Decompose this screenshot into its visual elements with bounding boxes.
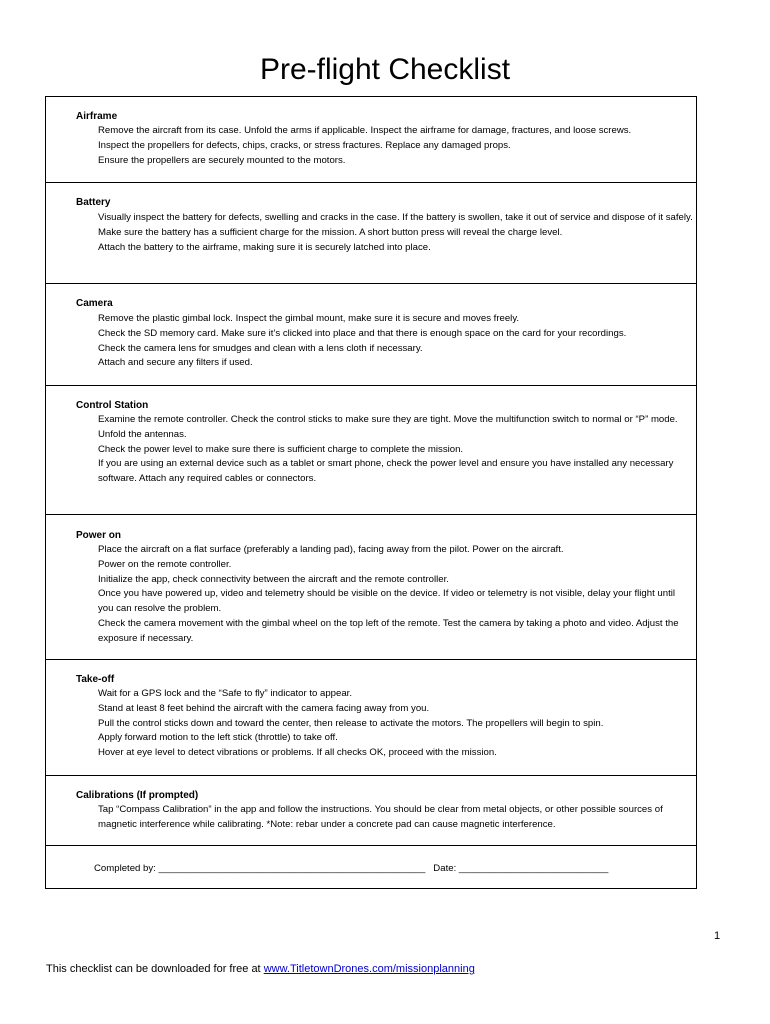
list-item: Power on the remote controller. <box>98 558 232 570</box>
list-item: Wait for a GPS lock and the “Safe to fly” indicator to appear. <box>98 688 353 699</box>
footer-text: This checklist can be downloaded for free at <box>46 963 264 975</box>
section-title: Camera <box>76 298 113 309</box>
list-item: Remove the aircraft from its case. Unfold the arms if applicable. Inspect the airframe for damage, fractures, and loose screws. <box>98 125 632 136</box>
completion-box <box>45 845 697 889</box>
list-item: Pull the control sticks down and toward the center, then release to activate the motors. The propellers will begin to spin. <box>98 717 604 729</box>
section-title: Battery <box>76 197 111 208</box>
list-item: Visually inspect the battery for defects, swelling and cracks in the case. If the battery is swollen, take it out of service and dispose of it safely. <box>98 212 693 223</box>
page-title: Pre-flight Checklist <box>259 53 511 86</box>
section-title: Take-off <box>76 674 115 685</box>
list-item: Stand at least 8 feet behind the aircraft with the camera facing away from you. <box>98 702 430 714</box>
list-item: Unfold the antennas. <box>98 428 187 440</box>
section-items <box>98 803 693 833</box>
list-item: If you are using an external device such as a tablet or smart phone, check the power level and ensure you have installed any necessary software. Attach any required cables or connectors. <box>98 458 674 485</box>
section-title: Calibrations (If prompted) <box>76 790 199 801</box>
list-item: Check the SD memory card. Make sure it’s clicked into place and that there is enough space on the card for your recordings. <box>98 327 627 339</box>
list-item: Check the power level to make sure there is sufficient charge to complete the mission. <box>98 443 464 455</box>
section-calibrations <box>45 775 697 846</box>
list-item: Ensure the propellers are securely mounted to the motors. <box>98 154 346 166</box>
list-item: Tap “Compass Calibration” in the app and follow the instructions. You should be clear from metal objects, or other possible sources of magnetic interference while calibrating. *Note: rebar under a concrete pad can cause magnetic interference. <box>98 804 663 830</box>
section-title: Power on <box>76 530 122 541</box>
section-camera <box>45 283 697 386</box>
section-items <box>98 124 693 168</box>
page-number: 1 <box>714 930 721 942</box>
section-items <box>98 211 693 255</box>
list-item: Check the camera movement with the gimbal wheel on the top left of the remote. Test the camera by taking a photo and video. Adjust the exposure if necessary. <box>98 617 679 644</box>
list-item: Place the aircraft on a flat surface (preferably a landing pad), facing away from the pilot. Power on the aircraft. <box>98 544 564 555</box>
section-items <box>98 687 693 761</box>
section-title: Airframe <box>76 111 118 122</box>
footer <box>46 963 475 975</box>
list-item: Inspect the propellers for defects, chips, cracks, or stress fractures. Replace any damaged props. <box>98 139 511 151</box>
list-item: Check the camera lens for smudges and clean with a lens cloth if necessary. <box>98 342 423 354</box>
list-item: Hover at eye level to detect vibrations or problems. If all checks OK, proceed with the mission. <box>98 747 497 759</box>
list-item: Make sure the battery has a sufficient charge for the mission. A short button press will reveal the charge level. <box>98 226 563 238</box>
section-airframe <box>45 96 697 183</box>
section-control-station <box>45 385 697 515</box>
section-battery <box>45 182 697 284</box>
list-item: Attach the battery to the airframe, making sure it is securely latched into place. <box>98 241 431 253</box>
section-power-on <box>45 514 697 660</box>
list-item: Remove the plastic gimbal lock. Inspect the gimbal mount, make sure it is secure and moves freely. <box>98 313 520 324</box>
completed-by-line: Completed by: __________________________________________________ Date: ____________________________ <box>94 863 609 874</box>
list-item: Attach and secure any filters if used. <box>98 357 253 369</box>
section-items <box>98 543 693 647</box>
list-item: Apply forward motion to the left stick (throttle) to take off. <box>98 732 338 744</box>
list-item: Once you have powered up, video and telemetry should be visible on the device. If video or telemetry is not visible, delay your flight until you can resolve the problem. <box>98 588 676 615</box>
footer-link[interactable]: www.TitletownDrones.com/missionplanning <box>263 963 475 975</box>
section-items <box>98 312 693 371</box>
section-title: Control Station <box>76 400 149 411</box>
section-take-off <box>45 659 697 776</box>
list-item: Initialize the app, check connectivity between the aircraft and the remote controller. <box>98 573 449 585</box>
list-item: Examine the remote controller. Check the control sticks to make sure they are tight. Move the multifunction switch to normal or “P” mode. <box>98 414 678 425</box>
section-items <box>98 413 693 487</box>
